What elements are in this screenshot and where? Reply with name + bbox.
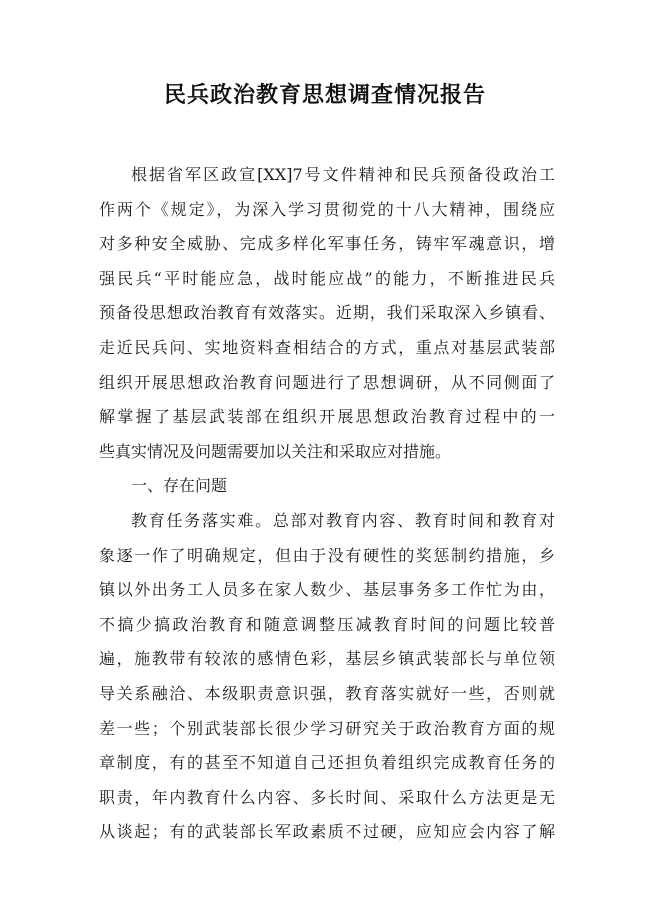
text-line: 从谈起；有的武装部长军政素质不过硬，应知应会内容了解 <box>99 822 555 842</box>
text-line: 走近民兵问、实地资料查相结合的方式，重点对基层武装部 <box>99 337 555 357</box>
page-title: 民兵政治教育思想调查情况报告 <box>163 83 486 108</box>
section-heading: 一、存在问题 <box>131 476 228 496</box>
text-line: 镇以外出务工人员多在家人数少、基层事务多工作忙为由， <box>99 580 555 600</box>
text-line: 组织开展思想政治教育问题进行了思想调研，从不同侧面了 <box>99 372 555 392</box>
text-line: 对多种安全威胁、完成多样化军事任务，铸牢军魂意识，增 <box>99 234 555 254</box>
text-line: 预备役思想政治教育有效落实。近期，我们采取深入乡镇看、 <box>99 303 555 323</box>
text-line: 象逐一作了明确规定，但由于没有硬性的奖惩制约措施，乡 <box>99 545 555 565</box>
text-line: 章制度，有的甚至不知道自己还担负着组织完成教育任务的 <box>99 753 555 773</box>
text-line: 根据省军区政宣[XX]7号文件精神和民兵预备役政治工 <box>131 165 555 184</box>
text-line: 遍，施教带有较浓的感情色彩，基层乡镇武装部长与单位领 <box>99 649 555 669</box>
document-body <box>99 158 555 850</box>
text-line: 导关系融洽、本级职责意识强，教育落实就好一些，否则就 <box>99 683 555 703</box>
text-line: 强民兵“平时能应急，战时能应战”的能力，不断推进民兵 <box>99 268 555 288</box>
text-line: 些真实情况及问题需要加以关注和采取应对措施。 <box>99 441 452 461</box>
text-line: 作两个《规定》，为深入学习贯彻党的十八大精神，围绕应 <box>99 199 555 219</box>
text-line: 教育任务落实难。总部对教育内容、教育时间和教育对 <box>131 510 555 530</box>
text-line: 职责，年内教育什么内容、多长时间、采取什么方法更是无 <box>99 787 555 807</box>
text-line: 差一些；个别武装部长很少学习研究关于政治教育方面的规 <box>99 718 555 738</box>
text-line: 解掌握了基层武装部在组织开展思想政治教育过程中的一 <box>99 407 555 427</box>
text-line: 不搞少搞政治教育和随意调整压减教育时间的问题比较普 <box>99 614 555 634</box>
